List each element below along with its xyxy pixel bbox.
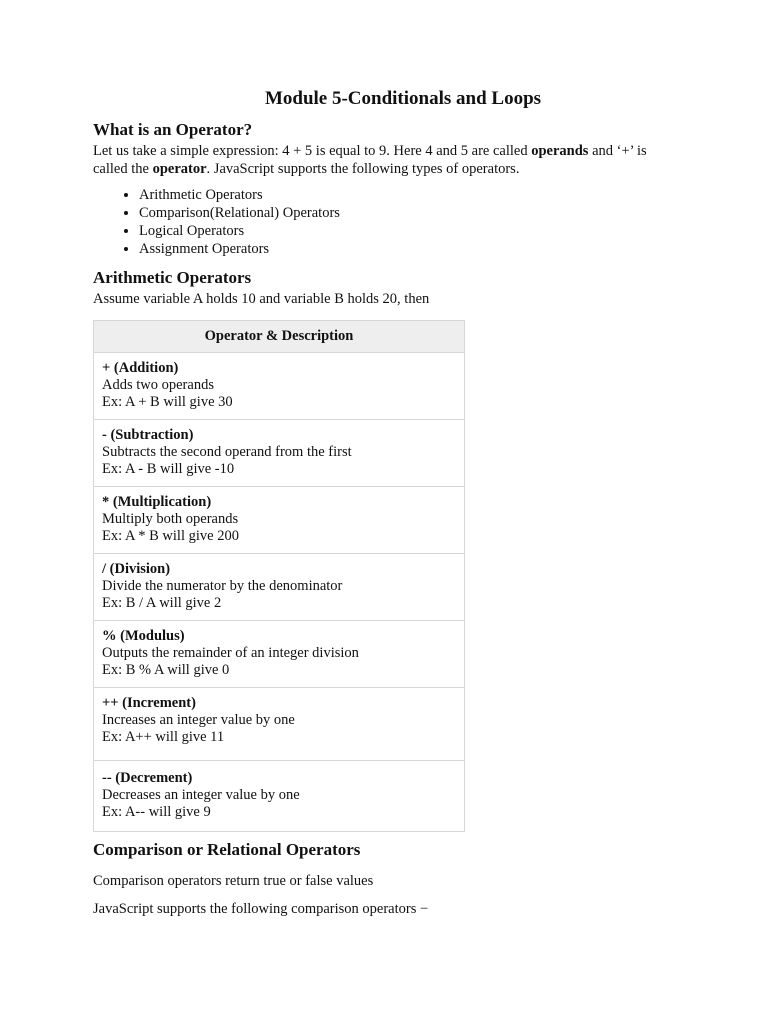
operator-name: -- (Decrement) xyxy=(102,770,193,786)
table-header-row xyxy=(94,321,465,353)
list-item: • Comparison(Relational) Operators xyxy=(139,204,683,222)
operator-description: Outputs the remainder of an integer division xyxy=(102,645,359,661)
operator-name: / (Division) xyxy=(102,561,171,577)
table-row xyxy=(94,353,465,420)
intro-text-2: and ‘+’ is called the xyxy=(93,143,647,177)
section-heading-arithmetic: Arithmetic Operators xyxy=(93,268,252,287)
section-heading-operator: What is an Operator? xyxy=(93,120,253,139)
table-cell xyxy=(94,554,465,621)
table-cell xyxy=(94,420,465,487)
section-heading-comparison: Comparison or Relational Operators xyxy=(93,840,361,859)
operator-description: Divide the numerator by the denominator xyxy=(102,578,343,594)
table-row xyxy=(94,420,465,487)
page-title: Module 5-Conditionals and Loops xyxy=(264,88,542,109)
operator-description: Subtracts the second operand from the first xyxy=(102,444,352,460)
operator-example: Ex: A * B will give 200 xyxy=(102,528,239,544)
table-row xyxy=(94,761,465,832)
operator-example: Ex: A++ will give 11 xyxy=(102,729,225,745)
table-row xyxy=(94,487,465,554)
operator-example: Ex: A + B will give 30 xyxy=(102,394,233,410)
intro-bold-operator: operator xyxy=(152,161,207,177)
operator-description: Decreases an integer value by one xyxy=(102,787,300,803)
operator-name: + (Addition) xyxy=(102,360,179,376)
operator-example: Ex: A - B will give -10 xyxy=(102,461,235,477)
comparison-paragraph-1: Comparison operators return true or false values xyxy=(93,873,374,889)
assume-paragraph: Assume variable A holds 10 and variable B holds 20, then xyxy=(93,291,430,307)
operator-example: Ex: B % A will give 0 xyxy=(102,662,230,678)
table-row xyxy=(94,554,465,621)
list-item: • Arithmetic Operators xyxy=(139,186,683,204)
table-cell xyxy=(94,761,465,832)
operator-types-list xyxy=(93,186,683,258)
list-item: • Assignment Operators xyxy=(139,240,683,258)
operator-description: Adds two operands xyxy=(102,377,214,393)
intro-text-1: Let us take a simple expression: 4 + 5 is equal to 9. Here 4 and 5 are called xyxy=(93,143,532,159)
comparison-paragraph-2: JavaScript supports the following comparison operators − xyxy=(93,901,429,917)
intro-bold-operands: operands xyxy=(531,143,589,159)
table-row xyxy=(94,688,465,761)
document-page xyxy=(93,88,683,928)
operator-name: - (Subtraction) xyxy=(102,427,194,443)
operator-name: * (Multiplication) xyxy=(102,494,212,510)
operator-description: Increases an integer value by one xyxy=(102,712,295,728)
operator-name: ++ (Increment) xyxy=(102,695,196,711)
table-cell xyxy=(94,621,465,688)
list-item: • Logical Operators xyxy=(139,222,683,240)
operator-name: % (Modulus) xyxy=(102,628,185,644)
operator-example: Ex: A-- will give 9 xyxy=(102,804,211,820)
table-header-cell: Operator & Description xyxy=(94,321,465,353)
table-cell xyxy=(94,688,465,761)
operator-description: Multiply both operands xyxy=(102,511,239,527)
intro-text-3: . JavaScript supports the following types of operators. xyxy=(206,161,520,177)
intro-paragraph xyxy=(93,142,683,178)
table-cell xyxy=(94,487,465,554)
table-row xyxy=(94,621,465,688)
operator-example: Ex: B / A will give 2 xyxy=(102,595,222,611)
arithmetic-operators-table xyxy=(93,320,465,832)
table-cell xyxy=(94,353,465,420)
